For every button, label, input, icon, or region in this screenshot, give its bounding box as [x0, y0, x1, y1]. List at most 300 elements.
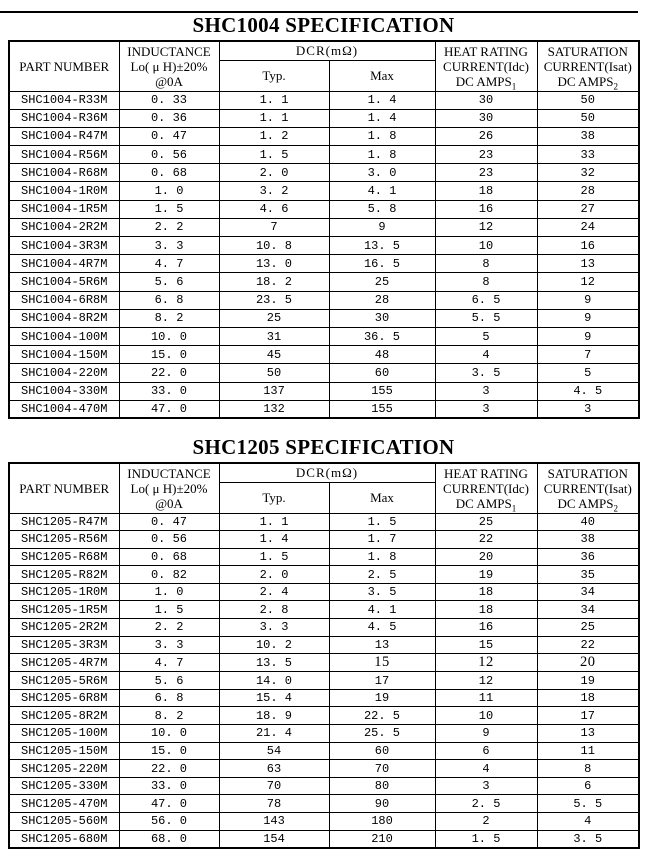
value-cell: 90 — [329, 795, 435, 813]
value-cell: 19 — [329, 689, 435, 707]
header-line: CURRENT(Idc) — [443, 480, 529, 496]
shc1205-table-body — [9, 513, 639, 848]
value-cell: 0. 33 — [119, 91, 219, 109]
spec-row — [9, 237, 639, 255]
shc1205-spec-table — [8, 462, 640, 849]
value-cell: 1. 4 — [329, 109, 435, 127]
value-cell: 143 — [219, 813, 329, 831]
value-cell: 14. 0 — [219, 672, 329, 690]
value-cell: 13. 5 — [329, 237, 435, 255]
part-number-cell: SHC1205-R82M — [9, 566, 119, 584]
value-cell: 70 — [329, 760, 435, 778]
value-cell: 180 — [329, 813, 435, 831]
value-cell: 4. 5 — [329, 619, 435, 637]
value-cell: 23. 5 — [219, 291, 329, 309]
col-header-part-number: PART NUMBER — [9, 41, 119, 91]
value-cell: 5 — [435, 327, 537, 345]
part-number-cell: SHC1004-100M — [9, 327, 119, 345]
value-cell: 1. 4 — [329, 91, 435, 109]
spec-row — [9, 400, 639, 418]
part-number-cell: SHC1205-5R6M — [9, 672, 119, 690]
value-cell: 132 — [219, 400, 329, 418]
header-line: HEAT RATING — [444, 43, 528, 59]
subscript: 2 — [613, 503, 618, 513]
value-cell: 25 — [435, 513, 537, 531]
value-cell: 3. 3 — [219, 619, 329, 637]
value-cell: 56. 0 — [119, 813, 219, 831]
spec-row — [9, 601, 639, 619]
header-line: Lo( μ H)±20% — [130, 58, 208, 74]
value-cell: 13. 5 — [219, 654, 329, 672]
part-number-cell: SHC1205-470M — [9, 795, 119, 813]
value-cell: 20 — [537, 654, 639, 672]
part-number-cell: SHC1004-330M — [9, 382, 119, 400]
value-cell: 25 — [219, 309, 329, 327]
col-header-typ: Typ. — [219, 482, 329, 513]
header-line: INDUCTANCE — [127, 465, 211, 481]
col-header-inductance — [119, 41, 219, 91]
value-cell: 1. 2 — [219, 127, 329, 145]
value-cell: 19 — [435, 566, 537, 584]
col-header-saturation — [537, 41, 639, 91]
value-cell: 1. 5 — [219, 548, 329, 566]
value-cell: 60 — [329, 364, 435, 382]
value-cell: 6 — [435, 742, 537, 760]
part-number-cell: SHC1205-8R2M — [9, 707, 119, 725]
value-cell: 19 — [537, 672, 639, 690]
value-cell: 1. 5 — [329, 513, 435, 531]
header-line: @0A — [155, 495, 183, 511]
part-number-cell: SHC1205-2R2M — [9, 619, 119, 637]
value-cell: 3 — [435, 382, 537, 400]
value-cell: 4. 7 — [119, 654, 219, 672]
col-header-dcr: DCR(mΩ) — [219, 41, 435, 60]
value-cell: 6. 8 — [119, 689, 219, 707]
part-number-cell: SHC1205-R56M — [9, 531, 119, 549]
value-cell: 18. 2 — [219, 273, 329, 291]
spec-row — [9, 795, 639, 813]
value-cell: 5. 5 — [435, 309, 537, 327]
spec-row — [9, 760, 639, 778]
value-cell: 10. 8 — [219, 237, 329, 255]
col-header-max: Max — [329, 482, 435, 513]
value-cell: 10 — [435, 707, 537, 725]
spec-row — [9, 364, 639, 382]
part-number-cell: SHC1205-150M — [9, 742, 119, 760]
value-cell: 34 — [537, 583, 639, 601]
value-cell: 60 — [329, 742, 435, 760]
spec-row — [9, 619, 639, 637]
header-line: DC $AMPS_2$ — [557, 495, 618, 513]
part-number-cell: SHC1205-3R3M — [9, 636, 119, 654]
col-header-typ: Typ. — [219, 60, 329, 91]
header-line: INDUCTANCE — [127, 43, 211, 59]
header-line: @0A — [155, 73, 183, 89]
value-cell: 7 — [219, 218, 329, 236]
value-cell: 1. 7 — [329, 531, 435, 549]
header-line: DC $AMPS_1$ — [455, 495, 517, 513]
value-cell: 2. 0 — [219, 566, 329, 584]
spec-row — [9, 636, 639, 654]
value-cell: 12 — [435, 672, 537, 690]
value-cell: 3 — [435, 400, 537, 418]
value-cell: 36. 5 — [329, 327, 435, 345]
value-cell: 28 — [329, 291, 435, 309]
value-cell: 1. 1 — [219, 109, 329, 127]
value-cell: 8 — [435, 273, 537, 291]
value-cell: 10. 0 — [119, 725, 219, 743]
spec-row — [9, 127, 639, 145]
value-cell: 15. 0 — [119, 346, 219, 364]
value-cell: 22 — [537, 636, 639, 654]
value-cell: 25. 5 — [329, 725, 435, 743]
value-cell: 30 — [329, 309, 435, 327]
spec-row — [9, 830, 639, 848]
value-cell: 18 — [435, 182, 537, 200]
value-cell: 48 — [329, 346, 435, 364]
part-number-cell: SHC1004-R68M — [9, 164, 119, 182]
value-cell: 17 — [329, 672, 435, 690]
value-cell: 8. 2 — [119, 707, 219, 725]
subscript: 1 — [511, 503, 517, 513]
value-cell: 5. 5 — [537, 795, 639, 813]
value-cell: 2. 5 — [435, 795, 537, 813]
value-cell: 22 — [435, 531, 537, 549]
spec-row — [9, 725, 639, 743]
value-cell: 50 — [537, 91, 639, 109]
col-header-dcr: DCR(mΩ) — [219, 463, 435, 482]
part-number-cell: SHC1004-6R8M — [9, 291, 119, 309]
value-cell: 1. 1 — [219, 91, 329, 109]
value-cell: 4 — [435, 346, 537, 364]
value-cell: 54 — [219, 742, 329, 760]
value-cell: 6 — [537, 777, 639, 795]
value-cell: 154 — [219, 830, 329, 848]
value-cell: 15. 0 — [119, 742, 219, 760]
value-cell: 210 — [329, 830, 435, 848]
value-cell: 18. 9 — [219, 707, 329, 725]
shc1004-spec-table — [8, 40, 640, 419]
part-number-cell: SHC1004-2R2M — [9, 218, 119, 236]
header-line: CURRENT(Isat) — [543, 58, 632, 74]
value-cell: 50 — [537, 109, 639, 127]
value-cell: 1. 5 — [219, 146, 329, 164]
header-line: DC $AMPS_1$ — [455, 73, 517, 91]
part-number-cell: SHC1205-220M — [9, 760, 119, 778]
value-cell: 12 — [435, 654, 537, 672]
col-header-part-number: PART NUMBER — [9, 463, 119, 513]
col-header-heat-rating — [435, 41, 537, 91]
value-cell: 18 — [435, 601, 537, 619]
value-cell: 80 — [329, 777, 435, 795]
value-cell: 22. 0 — [119, 364, 219, 382]
spec-row — [9, 513, 639, 531]
header-line: CURRENT(Idc) — [443, 58, 529, 74]
value-cell: 34 — [537, 601, 639, 619]
value-cell: 3. 5 — [537, 830, 639, 848]
subscript: 1 — [511, 81, 517, 91]
value-cell: 4. 6 — [219, 200, 329, 218]
value-cell: 18 — [537, 689, 639, 707]
part-number-cell: SHC1004-1R5M — [9, 200, 119, 218]
value-cell: 13. 0 — [219, 255, 329, 273]
value-cell: 6. 5 — [435, 291, 537, 309]
value-cell: 27 — [537, 200, 639, 218]
value-cell: 1. 1 — [219, 513, 329, 531]
value-cell: 6. 8 — [119, 291, 219, 309]
value-cell: 4. 1 — [329, 182, 435, 200]
spec-row — [9, 309, 639, 327]
shc1205-table-header — [9, 463, 639, 513]
part-number-cell: SHC1205-100M — [9, 725, 119, 743]
value-cell: 33 — [537, 146, 639, 164]
part-number-cell: SHC1205-R47M — [9, 513, 119, 531]
part-number-cell: SHC1004-8R2M — [9, 309, 119, 327]
value-cell: 22. 5 — [329, 707, 435, 725]
value-cell: 155 — [329, 400, 435, 418]
part-number-cell: SHC1004-150M — [9, 346, 119, 364]
value-cell: 1. 8 — [329, 548, 435, 566]
spec-row — [9, 813, 639, 831]
header-line: SATURATION — [547, 43, 628, 59]
shc1205-title: SHC1205 SPECIFICATION — [192, 435, 455, 459]
part-number-cell: SHC1004-R47M — [9, 127, 119, 145]
part-number-cell: SHC1205-680M — [9, 830, 119, 848]
spec-row — [9, 164, 639, 182]
value-cell: 15 — [329, 654, 435, 672]
value-cell: 0. 36 — [119, 109, 219, 127]
value-cell: 4 — [435, 760, 537, 778]
value-cell: 4. 1 — [329, 601, 435, 619]
value-cell: 0. 68 — [119, 164, 219, 182]
value-cell: 22. 0 — [119, 760, 219, 778]
value-cell: 26 — [435, 127, 537, 145]
value-cell: 32 — [537, 164, 639, 182]
value-cell: 21. 4 — [219, 725, 329, 743]
value-cell: 3. 5 — [329, 583, 435, 601]
value-cell: 0. 56 — [119, 531, 219, 549]
value-cell: 23 — [435, 164, 537, 182]
value-cell: 4. 5 — [537, 382, 639, 400]
value-cell: 17 — [537, 707, 639, 725]
value-cell: 2. 2 — [119, 218, 219, 236]
spec-row — [9, 346, 639, 364]
value-cell: 9 — [537, 291, 639, 309]
value-cell: 2. 0 — [219, 164, 329, 182]
header-line: CURRENT(Isat) — [543, 480, 632, 496]
spec-row — [9, 291, 639, 309]
col-header-inductance — [119, 463, 219, 513]
spec-row — [9, 327, 639, 345]
value-cell: 13 — [537, 255, 639, 273]
value-cell: 3 — [435, 777, 537, 795]
spec-row — [9, 548, 639, 566]
spec-row — [9, 531, 639, 549]
shc1004-table-header — [9, 41, 639, 91]
value-cell: 4. 7 — [119, 255, 219, 273]
value-cell: 68. 0 — [119, 830, 219, 848]
spec-row — [9, 182, 639, 200]
value-cell: 25 — [329, 273, 435, 291]
value-cell: 9 — [537, 327, 639, 345]
value-cell: 25 — [537, 619, 639, 637]
part-number-cell: SHC1004-5R6M — [9, 273, 119, 291]
spec-row — [9, 654, 639, 672]
value-cell: 16 — [435, 619, 537, 637]
header-line: HEAT RATING — [444, 465, 528, 481]
value-cell: 9 — [537, 309, 639, 327]
value-cell: 0. 47 — [119, 513, 219, 531]
value-cell: 3. 0 — [329, 164, 435, 182]
value-cell: 137 — [219, 382, 329, 400]
part-number-cell: SHC1205-1R5M — [9, 601, 119, 619]
part-number-cell: SHC1004-4R7M — [9, 255, 119, 273]
value-cell: 1. 4 — [219, 531, 329, 549]
part-number-cell: SHC1004-R56M — [9, 146, 119, 164]
value-cell: 13 — [329, 636, 435, 654]
spec-row — [9, 707, 639, 725]
value-cell: 2. 4 — [219, 583, 329, 601]
col-header-max: Max — [329, 60, 435, 91]
value-cell: 30 — [435, 91, 537, 109]
spec-row — [9, 91, 639, 109]
spec-row — [9, 382, 639, 400]
part-number-cell: SHC1004-3R3M — [9, 237, 119, 255]
value-cell: 8. 2 — [119, 309, 219, 327]
value-cell: 0. 68 — [119, 548, 219, 566]
value-cell: 4 — [537, 813, 639, 831]
value-cell: 45 — [219, 346, 329, 364]
value-cell: 2 — [435, 813, 537, 831]
part-number-cell: SHC1004-1R0M — [9, 182, 119, 200]
value-cell: 38 — [537, 127, 639, 145]
value-cell: 5. 6 — [119, 273, 219, 291]
value-cell: 1. 5 — [119, 200, 219, 218]
value-cell: 15 — [435, 636, 537, 654]
value-cell: 16 — [537, 237, 639, 255]
value-cell: 13 — [537, 725, 639, 743]
part-number-cell: SHC1004-R33M — [9, 91, 119, 109]
value-cell: 3. 3 — [119, 636, 219, 654]
value-cell: 38 — [537, 531, 639, 549]
value-cell: 155 — [329, 382, 435, 400]
part-number-cell: SHC1205-6R8M — [9, 689, 119, 707]
part-number-cell: SHC1004-470M — [9, 400, 119, 418]
spec-row — [9, 255, 639, 273]
spec-row — [9, 583, 639, 601]
spec-row — [9, 689, 639, 707]
value-cell: 35 — [537, 566, 639, 584]
spec-row — [9, 200, 639, 218]
value-cell: 16 — [435, 200, 537, 218]
value-cell: 16. 5 — [329, 255, 435, 273]
value-cell: 0. 82 — [119, 566, 219, 584]
value-cell: 78 — [219, 795, 329, 813]
value-cell: 11 — [537, 742, 639, 760]
value-cell: 18 — [435, 583, 537, 601]
shc1004-table-body — [9, 91, 639, 418]
header-line: Lo( μ H)±20% — [130, 480, 208, 496]
value-cell: 33. 0 — [119, 777, 219, 795]
value-cell: 1. 5 — [435, 830, 537, 848]
part-number-cell: SHC1004-220M — [9, 364, 119, 382]
value-cell: 3. 5 — [435, 364, 537, 382]
value-cell: 33. 0 — [119, 382, 219, 400]
shc1004-title: SHC1004 SPECIFICATION — [192, 13, 455, 37]
value-cell: 40 — [537, 513, 639, 531]
value-cell: 0. 47 — [119, 127, 219, 145]
part-number-cell: SHC1205-330M — [9, 777, 119, 795]
spec-row — [9, 146, 639, 164]
spec-row — [9, 218, 639, 236]
value-cell: 15. 4 — [219, 689, 329, 707]
value-cell: 10. 0 — [119, 327, 219, 345]
value-cell: 1. 0 — [119, 182, 219, 200]
value-cell: 10 — [435, 237, 537, 255]
value-cell: 63 — [219, 760, 329, 778]
value-cell: 3. 2 — [219, 182, 329, 200]
part-number-cell: SHC1205-1R0M — [9, 583, 119, 601]
value-cell: 20 — [435, 548, 537, 566]
value-cell: 11 — [435, 689, 537, 707]
spec-row — [9, 742, 639, 760]
value-cell: 2. 2 — [119, 619, 219, 637]
value-cell: 10. 2 — [219, 636, 329, 654]
spec-row — [9, 777, 639, 795]
spec-row — [9, 566, 639, 584]
value-cell: 3 — [537, 400, 639, 418]
value-cell: 30 — [435, 109, 537, 127]
part-number-cell: SHC1205-560M — [9, 813, 119, 831]
value-cell: 47. 0 — [119, 795, 219, 813]
spec-row — [9, 672, 639, 690]
value-cell: 70 — [219, 777, 329, 795]
value-cell: 9 — [435, 725, 537, 743]
header-line: DC $AMPS_2$ — [557, 73, 618, 91]
spec-row — [9, 109, 639, 127]
col-header-saturation — [537, 463, 639, 513]
value-cell: 23 — [435, 146, 537, 164]
value-cell: 24 — [537, 218, 639, 236]
value-cell: 12 — [435, 218, 537, 236]
part-number-cell: SHC1004-R36M — [9, 109, 119, 127]
value-cell: 28 — [537, 182, 639, 200]
value-cell: 31 — [219, 327, 329, 345]
value-cell: 3. 3 — [119, 237, 219, 255]
value-cell: 1. 8 — [329, 146, 435, 164]
value-cell: 5 — [537, 364, 639, 382]
value-cell: 2. 5 — [329, 566, 435, 584]
value-cell: 5. 6 — [119, 672, 219, 690]
value-cell: 7 — [537, 346, 639, 364]
part-number-cell: SHC1205-R68M — [9, 548, 119, 566]
value-cell: 50 — [219, 364, 329, 382]
value-cell: 0. 56 — [119, 146, 219, 164]
col-header-heat-rating — [435, 463, 537, 513]
part-number-cell: SHC1205-4R7M — [9, 654, 119, 672]
value-cell: 1. 5 — [119, 601, 219, 619]
subscript: 2 — [613, 81, 618, 91]
spec-row — [9, 273, 639, 291]
value-cell: 5. 8 — [329, 200, 435, 218]
value-cell: 47. 0 — [119, 400, 219, 418]
value-cell: 8 — [435, 255, 537, 273]
value-cell: 1. 0 — [119, 583, 219, 601]
header-line: SATURATION — [547, 465, 628, 481]
value-cell: 1. 8 — [329, 127, 435, 145]
value-cell: 9 — [329, 218, 435, 236]
value-cell: 2. 8 — [219, 601, 329, 619]
